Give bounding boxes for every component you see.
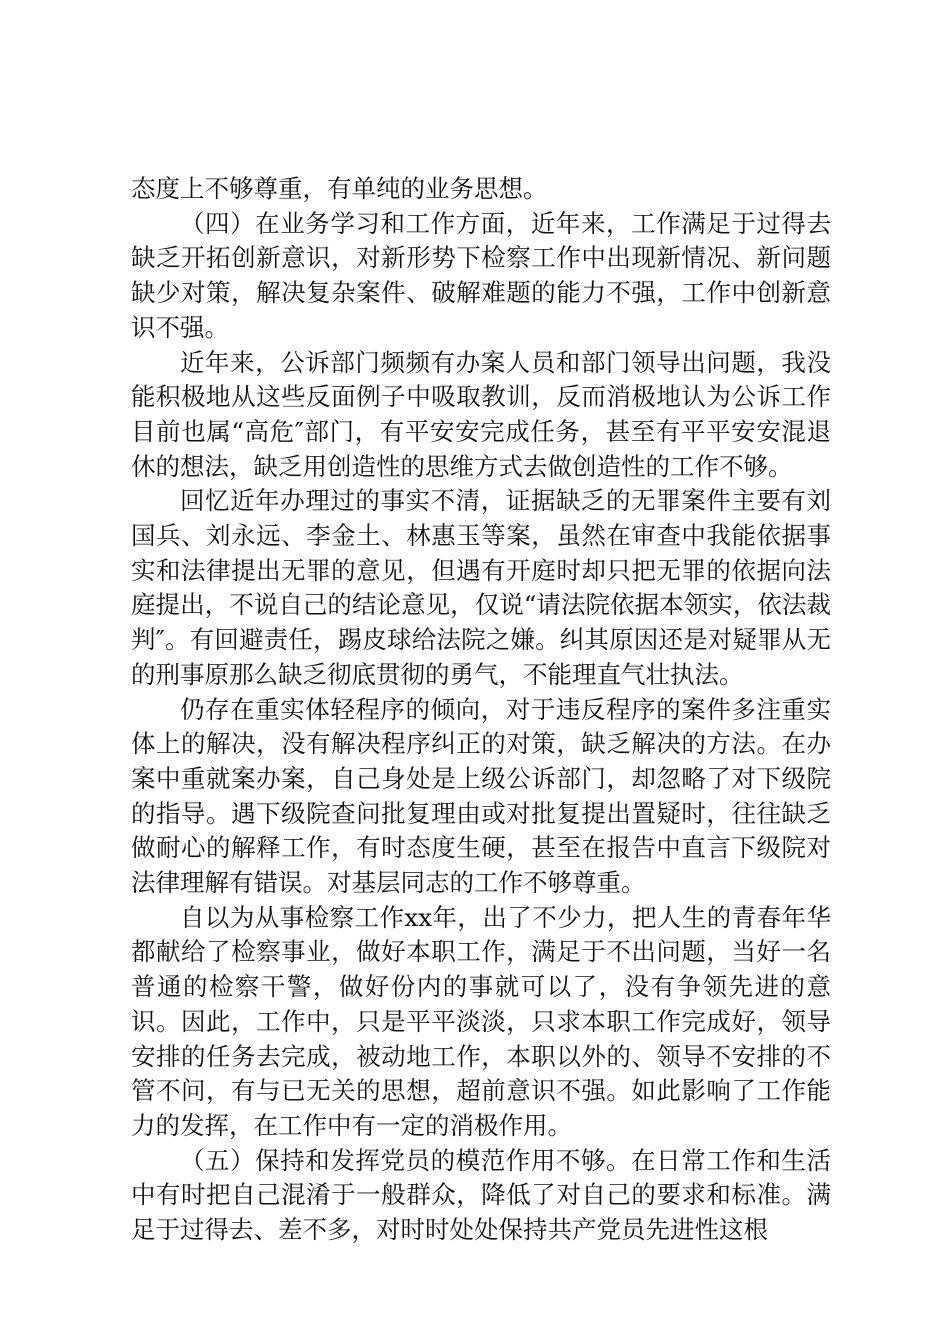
document-body bbox=[131, 172, 831, 1248]
paragraph-continuation: 态度上不够尊重，有单纯的业务思想。 bbox=[131, 174, 548, 203]
paragraph-section-four: （四）在业务学习和工作方面，近年来，工作满足于过得去缺乏开拓创新意识，对新形势下检察工作中出现新情况、新问题缺少对策，解决复杂案件、破解难题的能力不强，工作中创新意识不强。 bbox=[131, 208, 831, 342]
paragraph-acquittal-cases: 回忆近年办理过的事实不清，证据缺乏的无罪案件主要有刘国兵、刘永远、李金土、林惠玉等案，虽然在审查中我能依据事实和法律提出无罪的意见，但遇有开庭时却只把无罪的依据向法庭提出，不说自己的结论意见，仅说“请法院依据本领实，依法裁判″。有回避责任，踢皮球给法院之嫌。纠其原因还是对疑罪从无的刑事原那么缺乏彻底贯彻的勇气，不能理直气壮执法。 bbox=[131, 486, 831, 689]
paragraph-section-five: （五）保持和发挥党员的模范作用不够。在日常工作和生活中有时把自己混淆于一般群众，降低了对自己的要求和标准。满足于过得去、差不多，对时时处处保持共产党员先进性这根 bbox=[131, 1145, 831, 1245]
paragraph-procedure: 仍存在重实体轻程序的倾向，对于违反程序的案件多注重实体上的解决，没有解决程序纠正的对策，缺乏解决的方法。在办案中重就案办案，自己身处是上级公诉部门，却忽略了对下级院的指导。遇下级院查问批复理由或对批复提出置疑时，往往缺乏做耐心的解释工作，有时态度生硬，甚至在报告中直言下级院对法律理解有错误。对基层同志的工作不够尊重。 bbox=[131, 694, 831, 898]
paragraph-recent-years: 近年来，公诉部门频频有办案人员和部门领导出问题，我没能积极地从这些反面例子中吸取教训，反而消极地认为公诉工作目前也属“高危″部门，有平安安完成任务，甚至有平平安安混退休的想法，缺乏用创造性的思维方式去做创造性的工作不够。 bbox=[131, 347, 831, 481]
paragraph-self-assessment: 自以为从事检察工作xx年，出了不少力，把人生的青春年华都献给了检察事业，做好本职工作，满足于不出问题，当好一名普通的检察干警，做好份内的事就可以了，没有争领先进的意识。因此，工作中，只是平平淡淡，只求本职工作完成好，领导安排的任务去完成，被动地工作，本职以外的、领导不安排的不管不问，有与已无关的思想，超前意识不强。如此影响了工作能力的发挥，在工作中有一定的消极作用。 bbox=[131, 902, 831, 1140]
